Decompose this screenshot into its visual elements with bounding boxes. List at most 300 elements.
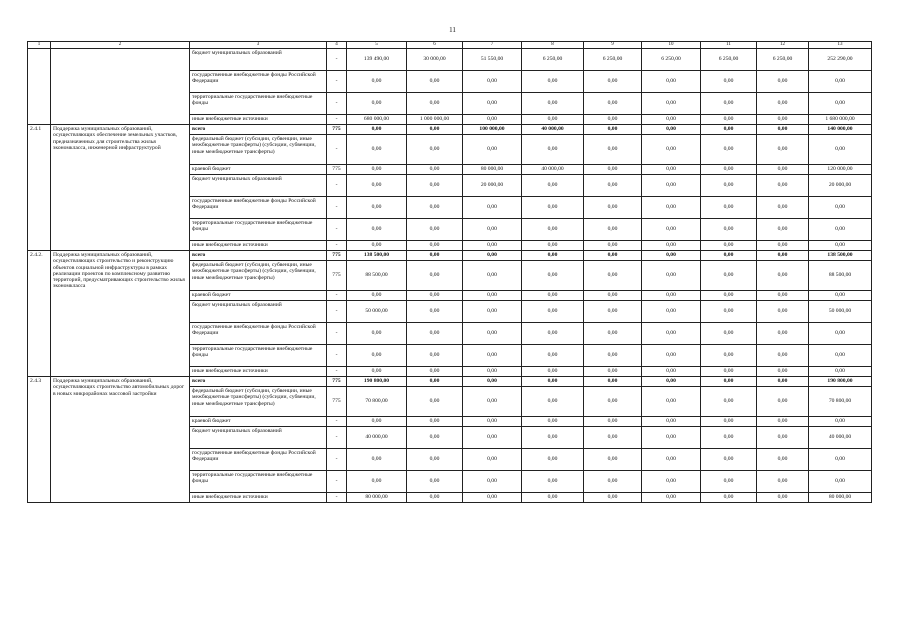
amount-cell: 0,00 [407, 417, 463, 427]
amount-cell: 0,00 [463, 367, 522, 377]
amount-cell: 0,00 [463, 301, 522, 323]
amount-cell: 6 250,00 [584, 49, 642, 71]
amount-cell: 0,00 [522, 367, 584, 377]
amount-cell: 139 490,00 [347, 49, 407, 71]
amount-cell: 0,00 [522, 175, 584, 197]
amount-cell: 0,00 [757, 165, 809, 175]
code-cell: - [327, 449, 347, 471]
event-name: Поддержка муниципальных образований, осуществляющих обеспечение земельных участков, предназначенных для строительства жилья экономкласса, инженерной инфраструктурой [51, 125, 190, 251]
amount-cell: 6 250,00 [701, 49, 757, 71]
amount-cell: 0,00 [347, 175, 407, 197]
amount-cell: 0,00 [584, 471, 642, 493]
amount-cell: 0,00 [584, 175, 642, 197]
amount-cell: 0,00 [584, 449, 642, 471]
funding-source: краевой бюджет [190, 417, 327, 427]
amount-cell: 0,00 [463, 291, 522, 301]
header-row [28, 42, 872, 49]
amount-cell: 0,00 [584, 261, 642, 291]
amount-cell: 0,00 [642, 427, 701, 449]
amount-cell: 0,00 [347, 197, 407, 219]
event-name: Поддержка муниципальных образований, осуществляющих строительство и реконструкцию объектов социальной инфраструктуры в рамках реализации проектов по комплексному развитию территорий, предусматривающих строительство жилья экономкласса [51, 251, 190, 377]
amount-cell: 0,00 [522, 93, 584, 115]
event-name: Поддержка муниципальных образований, осуществляющих строительство автомобильных дорог в новых микрорайонах массовой застройки [51, 377, 190, 503]
amount-cell: 0,00 [463, 427, 522, 449]
amount-cell: 0,00 [522, 71, 584, 93]
amount-cell: 252 290,00 [809, 49, 872, 71]
amount-cell: 0,00 [522, 427, 584, 449]
amount-cell: 0,00 [757, 471, 809, 493]
amount-cell: 0,00 [809, 197, 872, 219]
amount-cell: 0,00 [463, 241, 522, 251]
amount-cell: 0,00 [757, 197, 809, 219]
amount-cell: 0,00 [757, 417, 809, 427]
amount-cell: 0,00 [701, 219, 757, 241]
amount-cell: 0,00 [701, 387, 757, 417]
amount-cell: 0,00 [757, 323, 809, 345]
amount-cell: 0,00 [522, 115, 584, 125]
amount-cell: 0,00 [584, 135, 642, 165]
amount-cell: 0,00 [757, 427, 809, 449]
amount-cell: 0,00 [701, 417, 757, 427]
amount-cell: 0,00 [347, 367, 407, 377]
code-cell: 775 [327, 165, 347, 175]
amount-cell: 0,00 [701, 71, 757, 93]
amount-cell: 70 800,00 [809, 387, 872, 417]
amount-cell: 0,00 [809, 471, 872, 493]
amount-cell: 0,00 [809, 449, 872, 471]
amount-cell: 0,00 [522, 323, 584, 345]
amount-cell: 0,00 [757, 175, 809, 197]
column-header: 9 [584, 42, 642, 49]
amount-cell: 0,00 [809, 291, 872, 301]
amount-cell: 0,00 [757, 219, 809, 241]
amount-cell: 0,00 [584, 115, 642, 125]
column-header: 11 [701, 42, 757, 49]
amount-cell: 0,00 [809, 219, 872, 241]
amount-cell: 0,00 [463, 377, 522, 387]
amount-cell: 0,00 [407, 377, 463, 387]
amount-cell: 88 500,00 [347, 261, 407, 291]
column-header: 8 [522, 42, 584, 49]
funding-source: государственные внебюджетные фонды Российской Федерации [190, 71, 327, 93]
funding-source: иные внебюджетные источники [190, 367, 327, 377]
code-cell: - [327, 427, 347, 449]
code-cell: - [327, 93, 347, 115]
amount-cell: 0,00 [407, 165, 463, 175]
amount-cell: 0,00 [642, 219, 701, 241]
amount-cell: 40 000,00 [809, 427, 872, 449]
amount-cell: 0,00 [757, 387, 809, 417]
amount-cell: 0,00 [522, 251, 584, 261]
amount-cell: 0,00 [642, 387, 701, 417]
amount-cell: 0,00 [757, 367, 809, 377]
funding-source: территориальные государственные внебюджетные фонды [190, 471, 327, 493]
funding-source: государственные внебюджетные фонды Российской Федерации [190, 323, 327, 345]
amount-cell: 0,00 [463, 135, 522, 165]
column-header: 7 [463, 42, 522, 49]
amount-cell: 0,00 [522, 377, 584, 387]
amount-cell: 0,00 [642, 71, 701, 93]
table-row [28, 125, 872, 135]
column-header: 2 [51, 42, 190, 49]
amount-cell: 80 000,00 [347, 493, 407, 503]
amount-cell: 0,00 [584, 251, 642, 261]
amount-cell: 0,00 [701, 135, 757, 165]
row-number: 2.4.2. [28, 251, 51, 377]
amount-cell: 0,00 [701, 493, 757, 503]
amount-cell: 190 800,00 [347, 377, 407, 387]
code-cell: - [327, 135, 347, 165]
amount-cell: 0,00 [701, 125, 757, 135]
amount-cell: 0,00 [701, 345, 757, 367]
amount-cell: 0,00 [701, 93, 757, 115]
amount-cell: 0,00 [642, 241, 701, 251]
amount-cell: 120 000,00 [809, 165, 872, 175]
amount-cell: 0,00 [642, 197, 701, 219]
amount-cell: 0,00 [522, 241, 584, 251]
amount-cell: 0,00 [809, 323, 872, 345]
amount-cell: 0,00 [347, 323, 407, 345]
row-number: 2.4.1 [28, 125, 51, 251]
amount-cell: 0,00 [701, 197, 757, 219]
amount-cell: 0,00 [407, 493, 463, 503]
amount-cell: 0,00 [463, 471, 522, 493]
amount-cell: 0,00 [407, 125, 463, 135]
code-cell: 775 [327, 377, 347, 387]
amount-cell: 190 800,00 [809, 377, 872, 387]
funding-source: краевой бюджет [190, 291, 327, 301]
funding-source: федеральный бюджет (субсидии, субвенции, иные межбюджетные трансферты) (субсидии, субвенции, иные межбюджетные трансферты) [190, 261, 327, 291]
funding-source: всего [190, 377, 327, 387]
code-cell: - [327, 471, 347, 493]
amount-cell: 0,00 [809, 93, 872, 115]
amount-cell: 0,00 [522, 345, 584, 367]
amount-cell: 0,00 [584, 93, 642, 115]
funding-source: федеральный бюджет (субсидии, субвенции, иные межбюджетные трансферты) (субсидии, субвенции, иные межбюджетные трансферты) [190, 387, 327, 417]
funding-source: бюджет муниципальных образований [190, 49, 327, 71]
amount-cell: 140 000,00 [809, 125, 872, 135]
row-number [28, 49, 51, 125]
amount-cell: 0,00 [701, 471, 757, 493]
amount-cell: 0,00 [407, 175, 463, 197]
column-header: 3 [190, 42, 327, 49]
amount-cell: 0,00 [757, 261, 809, 291]
code-cell: - [327, 323, 347, 345]
amount-cell: 0,00 [522, 135, 584, 165]
amount-cell: 0,00 [463, 219, 522, 241]
amount-cell: 0,00 [463, 345, 522, 367]
amount-cell: 0,00 [584, 197, 642, 219]
amount-cell: 0,00 [347, 93, 407, 115]
amount-cell: 0,00 [757, 345, 809, 367]
table-row [28, 251, 872, 261]
amount-cell: 0,00 [642, 93, 701, 115]
amount-cell: 0,00 [642, 251, 701, 261]
amount-cell: 0,00 [407, 345, 463, 367]
code-cell: 775 [327, 125, 347, 135]
amount-cell: 0,00 [584, 291, 642, 301]
amount-cell: 0,00 [407, 449, 463, 471]
funding-source: федеральный бюджет (субсидии, субвенции, иные межбюджетные трансферты) (субсидии, субвенции, иные межбюджетные трансферты) [190, 135, 327, 165]
amount-cell: 0,00 [522, 471, 584, 493]
table-row [28, 377, 872, 387]
amount-cell: 0,00 [407, 367, 463, 377]
amount-cell: 0,00 [701, 175, 757, 197]
amount-cell: 0,00 [809, 71, 872, 93]
amount-cell: 0,00 [347, 291, 407, 301]
amount-cell: 0,00 [757, 93, 809, 115]
amount-cell: 0,00 [757, 301, 809, 323]
amount-cell: 0,00 [701, 261, 757, 291]
amount-cell: 6 250,00 [642, 49, 701, 71]
amount-cell: 6 250,00 [522, 49, 584, 71]
amount-cell: 0,00 [584, 301, 642, 323]
amount-cell: 70 800,00 [347, 387, 407, 417]
amount-cell: 0,00 [407, 241, 463, 251]
amount-cell: 680 000,00 [347, 115, 407, 125]
amount-cell: 0,00 [347, 135, 407, 165]
funding-source: иные внебюджетные источники [190, 493, 327, 503]
amount-cell: 0,00 [642, 367, 701, 377]
funding-source: всего [190, 125, 327, 135]
amount-cell: 0,00 [809, 135, 872, 165]
row-number: 2.4.3 [28, 377, 51, 503]
funding-source: бюджет муниципальных образований [190, 427, 327, 449]
column-header: 12 [757, 42, 809, 49]
amount-cell: 0,00 [463, 323, 522, 345]
amount-cell: 0,00 [407, 427, 463, 449]
amount-cell: 0,00 [463, 493, 522, 503]
amount-cell: 0,00 [642, 345, 701, 367]
amount-cell: 0,00 [701, 241, 757, 251]
amount-cell: 0,00 [407, 471, 463, 493]
code-cell: - [327, 367, 347, 377]
amount-cell: 0,00 [347, 471, 407, 493]
funding-source: территориальные государственные внебюджетные фонды [190, 345, 327, 367]
amount-cell: 0,00 [701, 291, 757, 301]
amount-cell: 0,00 [463, 115, 522, 125]
funding-source: иные внебюджетные источники [190, 241, 327, 251]
code-cell: - [327, 71, 347, 93]
amount-cell: 0,00 [757, 377, 809, 387]
amount-cell: 0,00 [347, 125, 407, 135]
amount-cell: 80 000,00 [463, 165, 522, 175]
amount-cell: 30 000,00 [407, 49, 463, 71]
amount-cell: 0,00 [522, 197, 584, 219]
amount-cell: 0,00 [757, 291, 809, 301]
amount-cell: 0,00 [642, 417, 701, 427]
code-cell: - [327, 345, 347, 367]
page-number: 11 [449, 26, 456, 34]
amount-cell: 1 000 000,00 [407, 115, 463, 125]
amount-cell: 0,00 [584, 387, 642, 417]
amount-cell: 138 500,00 [809, 251, 872, 261]
amount-cell: 0,00 [809, 417, 872, 427]
amount-cell: 51 550,00 [463, 49, 522, 71]
amount-cell: 0,00 [642, 115, 701, 125]
amount-cell: 0,00 [347, 71, 407, 93]
funding-source: всего [190, 251, 327, 261]
code-cell: - [327, 219, 347, 241]
amount-cell: 0,00 [809, 241, 872, 251]
amount-cell: 40 000,00 [347, 427, 407, 449]
code-cell: - [327, 241, 347, 251]
amount-cell: 0,00 [584, 219, 642, 241]
funding-source: краевой бюджет [190, 165, 327, 175]
amount-cell: 0,00 [757, 135, 809, 165]
amount-cell: 0,00 [584, 165, 642, 175]
amount-cell: 0,00 [584, 323, 642, 345]
amount-cell: 0,00 [407, 135, 463, 165]
amount-cell: 0,00 [347, 345, 407, 367]
code-cell: - [327, 301, 347, 323]
amount-cell: 0,00 [809, 367, 872, 377]
amount-cell: 0,00 [407, 251, 463, 261]
code-cell: - [327, 493, 347, 503]
amount-cell: 0,00 [584, 417, 642, 427]
event-name [51, 49, 190, 125]
amount-cell: 0,00 [522, 449, 584, 471]
amount-cell: 40 000,00 [522, 125, 584, 135]
amount-cell: 0,00 [584, 427, 642, 449]
amount-cell: 6 250,00 [757, 49, 809, 71]
amount-cell: 0,00 [347, 219, 407, 241]
amount-cell: 0,00 [347, 449, 407, 471]
code-cell: - [327, 49, 347, 71]
amount-cell: 0,00 [642, 377, 701, 387]
amount-cell: 0,00 [757, 115, 809, 125]
amount-cell: 0,00 [584, 125, 642, 135]
amount-cell: 0,00 [463, 71, 522, 93]
column-header: 13 [809, 42, 872, 49]
amount-cell: 0,00 [347, 165, 407, 175]
amount-cell: 0,00 [407, 93, 463, 115]
amount-cell: 0,00 [701, 251, 757, 261]
amount-cell: 50 000,00 [347, 301, 407, 323]
amount-cell: 0,00 [757, 71, 809, 93]
column-header: 6 [407, 42, 463, 49]
amount-cell: 0,00 [701, 165, 757, 175]
amount-cell: 0,00 [522, 261, 584, 291]
amount-cell: 0,00 [407, 261, 463, 291]
amount-cell: 0,00 [407, 387, 463, 417]
amount-cell: 0,00 [463, 417, 522, 427]
amount-cell: 0,00 [757, 241, 809, 251]
amount-cell: 0,00 [347, 417, 407, 427]
funding-source: территориальные государственные внебюджетные фонды [190, 93, 327, 115]
amount-cell: 0,00 [642, 125, 701, 135]
amount-cell: 20 000,00 [809, 175, 872, 197]
amount-cell: 0,00 [642, 135, 701, 165]
amount-cell: 0,00 [584, 71, 642, 93]
amount-cell: 0,00 [642, 449, 701, 471]
code-cell: - [327, 175, 347, 197]
code-cell: - [327, 291, 347, 301]
amount-cell: 0,00 [757, 251, 809, 261]
amount-cell: 0,00 [463, 251, 522, 261]
amount-cell: 88 500,00 [809, 261, 872, 291]
amount-cell: 0,00 [642, 323, 701, 345]
amount-cell: 0,00 [522, 493, 584, 503]
amount-cell: 0,00 [407, 197, 463, 219]
budget-table [27, 41, 872, 503]
amount-cell: 0,00 [757, 125, 809, 135]
column-header: 4 [327, 42, 347, 49]
amount-cell: 0,00 [522, 219, 584, 241]
amount-cell: 1 680 000,00 [809, 115, 872, 125]
amount-cell: 0,00 [701, 301, 757, 323]
amount-cell: 0,00 [522, 387, 584, 417]
amount-cell: 0,00 [642, 493, 701, 503]
funding-source: государственные внебюджетные фонды Российской Федерации [190, 449, 327, 471]
amount-cell: 0,00 [584, 377, 642, 387]
amount-cell: 0,00 [701, 115, 757, 125]
amount-cell: 0,00 [701, 449, 757, 471]
amount-cell: 0,00 [407, 323, 463, 345]
amount-cell: 0,00 [522, 417, 584, 427]
code-cell: - [327, 197, 347, 219]
amount-cell: 0,00 [701, 377, 757, 387]
funding-source: бюджет муниципальных образований [190, 301, 327, 323]
amount-cell: 80 000,00 [809, 493, 872, 503]
amount-cell: 0,00 [701, 323, 757, 345]
amount-cell: 0,00 [584, 367, 642, 377]
amount-cell: 0,00 [584, 345, 642, 367]
amount-cell: 0,00 [642, 291, 701, 301]
amount-cell: 0,00 [347, 241, 407, 251]
amount-cell: 0,00 [642, 165, 701, 175]
amount-cell: 0,00 [407, 219, 463, 241]
amount-cell: 0,00 [701, 427, 757, 449]
code-cell: 775 [327, 251, 347, 261]
amount-cell: 100 000,00 [463, 125, 522, 135]
table-row [28, 49, 872, 71]
amount-cell: 0,00 [642, 175, 701, 197]
code-cell: 775 [327, 261, 347, 291]
code-cell: - [327, 417, 347, 427]
column-header: 10 [642, 42, 701, 49]
amount-cell: 0,00 [463, 387, 522, 417]
amount-cell: 40 000,00 [522, 165, 584, 175]
column-header: 5 [347, 42, 407, 49]
code-cell: 775 [327, 387, 347, 417]
funding-source: бюджет муниципальных образований [190, 175, 327, 197]
amount-cell: 0,00 [522, 291, 584, 301]
amount-cell: 0,00 [407, 301, 463, 323]
amount-cell: 0,00 [463, 449, 522, 471]
amount-cell: 0,00 [757, 449, 809, 471]
amount-cell: 0,00 [584, 241, 642, 251]
amount-cell: 50 000,00 [809, 301, 872, 323]
funding-source: иные внебюджетные источники [190, 115, 327, 125]
funding-source: территориальные государственные внебюджетные фонды [190, 219, 327, 241]
amount-cell: 0,00 [701, 367, 757, 377]
amount-cell: 138 500,00 [347, 251, 407, 261]
amount-cell: 0,00 [757, 493, 809, 503]
funding-source: государственные внебюджетные фонды Российской Федерации [190, 197, 327, 219]
code-cell: - [327, 115, 347, 125]
amount-cell: 0,00 [463, 93, 522, 115]
column-header: 1 [28, 42, 51, 49]
amount-cell: 0,00 [407, 71, 463, 93]
amount-cell: 0,00 [522, 301, 584, 323]
amount-cell: 0,00 [463, 261, 522, 291]
amount-cell: 0,00 [584, 493, 642, 503]
amount-cell: 0,00 [809, 345, 872, 367]
amount-cell: 0,00 [642, 301, 701, 323]
amount-cell: 0,00 [463, 197, 522, 219]
amount-cell: 0,00 [642, 261, 701, 291]
